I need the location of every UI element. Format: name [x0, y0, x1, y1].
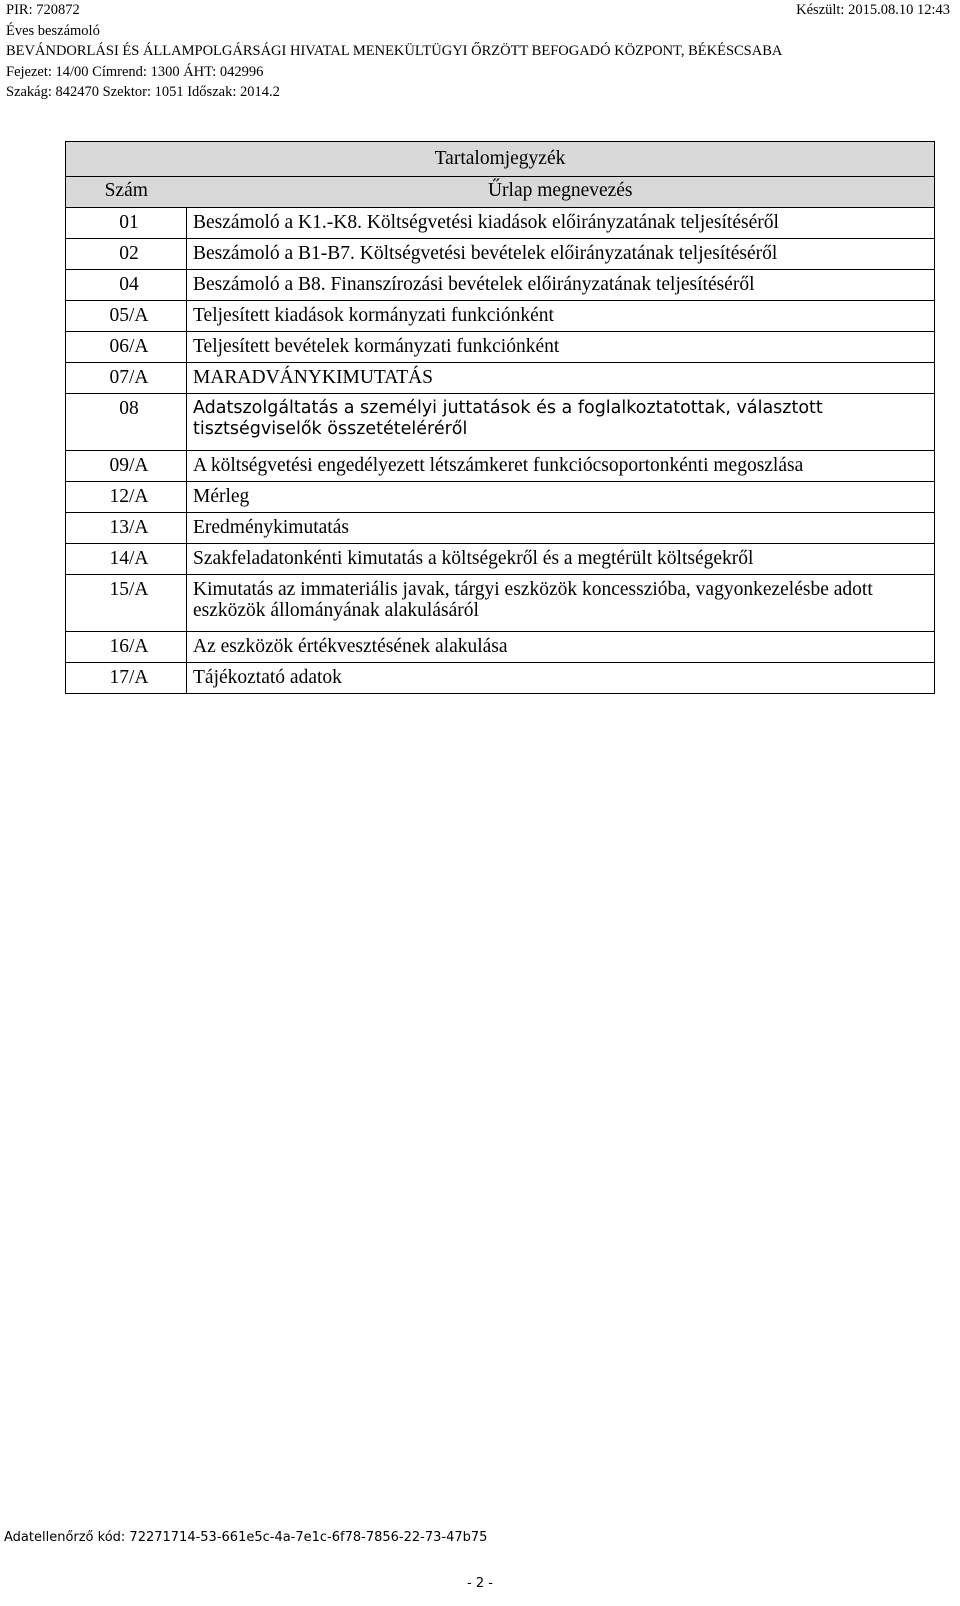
- form-name: Az eszközök értékvesztésének alakulása: [187, 632, 935, 663]
- table-row: [66, 301, 935, 332]
- form-name: Teljesített kiadások kormányzati funkciónként: [187, 301, 935, 332]
- form-name: Eredménykimutatás: [187, 513, 935, 544]
- table-row: [66, 663, 935, 694]
- table-row: [66, 270, 935, 301]
- form-number: 12/A: [66, 482, 187, 513]
- form-number: 04: [66, 270, 187, 301]
- pir-number: PIR: 720872: [6, 2, 80, 18]
- check-code: Adatellenőrző kód: 72271714-53-661e5c-4a-7e1c-6f78-7856-22-73-47b75: [4, 1530, 488, 1545]
- form-number: 14/A: [66, 544, 187, 575]
- form-name: Szakfeladatonkénti kimutatás a költségekről és a megtérült költségekről: [187, 544, 935, 575]
- table-row: [66, 394, 935, 451]
- form-number: 06/A: [66, 332, 187, 363]
- toc-title: Tartalomjegyzék: [66, 142, 935, 177]
- table-row: [66, 451, 935, 482]
- form-name: Kimutatás az immateriális javak, tárgyi eszközök koncesszióba, vagyonkezelésbe adott eszközök állományának alakulásáról: [187, 575, 935, 632]
- form-number: 15/A: [66, 575, 187, 632]
- form-number: 13/A: [66, 513, 187, 544]
- form-name: Beszámoló a B8. Finanszírozási bevételek előirányzatának teljesítéséről: [187, 270, 935, 301]
- form-number: 07/A: [66, 363, 187, 394]
- form-number: 09/A: [66, 451, 187, 482]
- column-header-form-name: Űrlap megnevezés: [187, 177, 935, 208]
- form-number: 08: [66, 394, 187, 451]
- institution-name: BEVÁNDORLÁSI ÉS ÁLLAMPOLGÁRSÁGI HIVATAL MENEKÜLTÜGYI ŐRZÖTT BEFOGADÓ KÖZPONT, BÉKÉSCSABA: [6, 43, 783, 59]
- table-row: [66, 363, 935, 394]
- table-row: [66, 208, 935, 239]
- form-name: MARADVÁNYKIMUTATÁS: [187, 363, 935, 394]
- table-of-contents: [65, 141, 935, 694]
- form-number: 05/A: [66, 301, 187, 332]
- form-number: 16/A: [66, 632, 187, 663]
- form-name: Adatszolgáltatás a személyi juttatások és a foglalkoztatottak, választott tisztségviselők összetételéréről: [187, 394, 935, 451]
- created-timestamp: Készült: 2015.08.10 12:43: [796, 2, 950, 18]
- form-name: Teljesített bevételek kormányzati funkciónként: [187, 332, 935, 363]
- table-row: [66, 239, 935, 270]
- form-name: Beszámoló a B1-B7. Költségvetési bevételek előirányzatának teljesítéséről: [187, 239, 935, 270]
- form-number: 02: [66, 239, 187, 270]
- chapter-line: Fejezet: 14/00 Címrend: 1300 ÁHT: 042996: [6, 63, 264, 80]
- table-row: [66, 332, 935, 363]
- column-header-number: Szám: [66, 177, 187, 208]
- form-name: A költségvetési engedélyezett létszámkeret funkciócsoportonkénti megoszlása: [187, 451, 935, 482]
- table-row: [66, 632, 935, 663]
- table-row: [66, 544, 935, 575]
- form-name: Tájékoztató adatok: [187, 663, 935, 694]
- table-row: [66, 575, 935, 632]
- form-number: 01: [66, 208, 187, 239]
- form-name: Beszámoló a K1.-K8. Költségvetési kiadások előirányzatának teljesítéséről: [187, 208, 935, 239]
- document-header: [6, 0, 956, 103]
- page-number: - 2 -: [467, 1576, 493, 1591]
- table-row: [66, 513, 935, 544]
- toc-body: [66, 208, 935, 694]
- form-name: Mérleg: [187, 482, 935, 513]
- table-row: [66, 482, 935, 513]
- report-type: Éves beszámoló: [6, 22, 100, 39]
- form-number: 17/A: [66, 663, 187, 694]
- sector-line: Szakág: 842470 Szektor: 1051 Időszak: 2014.2: [6, 84, 280, 100]
